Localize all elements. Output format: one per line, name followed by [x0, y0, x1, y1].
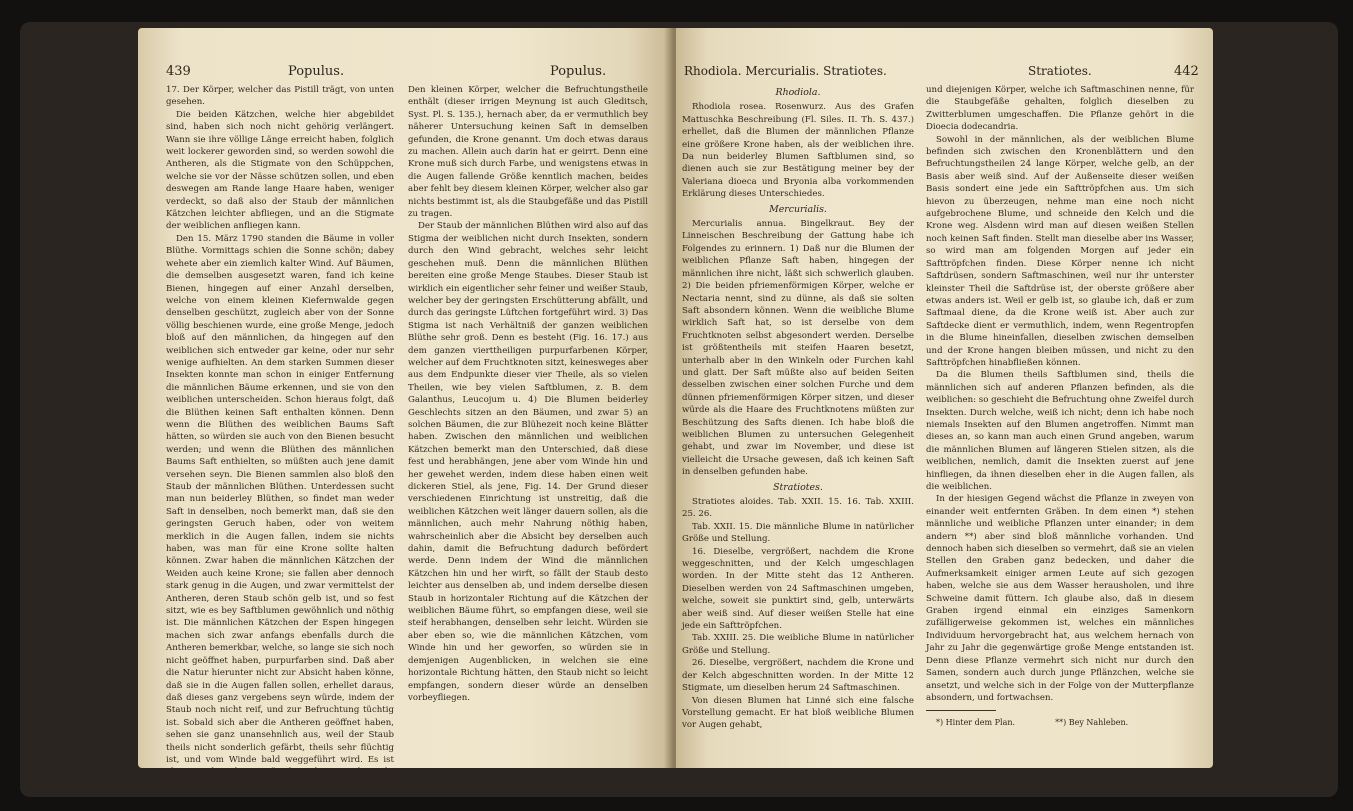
- right-header-title-1: Rhodiola. Mercurialis. Stratiotes.: [684, 64, 887, 78]
- paragraph: 16. Dieselbe, vergrößert, nachdem die Krone weggeschnitten, und der Kelch umgeschlagen worden. In der Mitte steht das 12 Antheren. Dieselben werden von 24 Saftmaschinen umgeben, welche, soweit sie punktirt sind, gelb, unterwärts aber weiß sind. Auf dieser weißen Stelle hat eine jede ein Safttröpfchen.: [682, 546, 914, 632]
- right-page-number: 442: [1174, 64, 1199, 79]
- paragraph: Rhodiola rosea. Rosenwurz. Aus des Grafen Mattuschka Beschreibung (Fl. Siles. II. Th. S. 437.) erhellet, daß die Blumen der männlichen Pflanze eine größere Krone haben, als der weiblichen ihre. Da nun beiderley Blumen Saftblumen sind, so dienen auch sie zur Bestätigung meiner bey der Valeriana dioeca und Bryonia alba vorkommenden Erklärung dieses Unterschiedes.: [682, 102, 914, 200]
- right-column-1: [682, 84, 914, 756]
- section-heading-stratiotes: Stratiotes.: [773, 481, 823, 493]
- paragraph: Den kleinen Körper, welcher die Befruchtungstheile enthält (dieser irrigen Meynung ist auch Gleditsch, Syst. Pl. S. 135.), hernach aber, da er vermuthlich bey näherer Untersuchung keinen Saft in demselben gefunden, die Krone genannt. Um doch etwas daraus zu machen. Allein auch darin hat er geirrt. Denn eine Krone muß sich durch Farbe, und wenigstens etwas in die Augen fallende Größe kenntlich machen, beides aber fehlt bey diesem kleinen Körper, welcher also gar nichts bestimmt ist, als die Staubgefäße und das Pistill zu tragen.: [408, 85, 648, 220]
- paragraph: Stratiotes aloides. Tab. XXII. 15. 16. Tab. XXIII. 25. 26.: [682, 497, 914, 520]
- section-heading-mercurialis: Mercurialis.: [769, 203, 827, 215]
- paragraph: Den 15. März 1790 standen die Bäume in voller Blüthe. Vormittags schien die Sonne schön; dabey wehete aber ein ziemlich kalter Wind. Auf Bäumen, die demselben ausgesetzt waren, fand ich keine Bienen, hingegen auf einer Anzahl derselben, welche von einem kleinen Kiefernwalde gegen denselben geschützt, zugleich aber von der Sonne völlig beschienen wurde, eine große Menge, jedoch bloß auf den männlichen, da hingegen auf den weiblichen sich entweder gar keine, oder nur sehr wenige aufhielten. An dem starken Summen dieser Insekten konnte man schon in einiger Entfernung die männlichen Bäume erkennen, und sie von den weiblichen unterscheiden. Schon hieraus folgt, daß die Blüthen keinen Saft enthalten können. Denn wenn die Blüthen des weiblichen Baums Saft hätten, so würden sie auch von den Bienen besucht werden; und wenn die Blüthen des männlichen Baums Saft enthielten, so müßten auch jene damit versehen seyn. Die Bienen sammlen also bloß den Staub der männlichen Blüthen. Unterdessen sucht man nun beiderley Blüthen, so findet man weder Saft in denselben, noch bemerkt man, daß sie den geringsten Geruch haben, oder von weitem merklich in die Augen fallen, indem sie nichts haben, was man für eine Krone sollte halten können. Zwar haben die männlichen Kätzchen der Weiden auch keine Krone; sie fallen aber dennoch stark genug in die Augen, und zwar vermittelst der Antheren, deren Staub schön gelb ist, und so fest sitzt, wie es bey Saftblumen gewöhnlich und nöthig ist. Die männlichen Kätzchen der Espen hingegen machen sich zwar anfangs ebenfalls durch die Antheren bemerkbar, welche, so lange sie sich noch nicht geöffnet haben, purpurfarben sind. Daß aber die Natur hierunter nicht zur Absicht haben könne, daß sie in die Augen fallen sollen, erhellet daraus, daß dieses ganz vergebens seyn würde, indem der Staub noch nicht reif, und zur Befruchtung tüchtig ist. Sobald sich aber die Antheren geöffnet haben, sehen sie ganz unansehnlich aus, weil der Staub theils nicht sonderlich gefärbt, theils sehr flüchtig ist, und vom Winde bald weggeführt wird. Es ist also zwischen diesen Kätzchen, des Geruchs nicht zu gedenken, auch hierin ein großer Unterschied.: [166, 233, 394, 790]
- paragraph: Von diesen Blumen hat Linné sich eine falsche Vorstellung gemacht. Er hat bloß weibliche Blumen vor Augen gehabt,: [682, 695, 914, 731]
- right-column-2: [926, 84, 1194, 756]
- footnote-rule: [926, 710, 996, 711]
- left-page: [138, 28, 670, 790]
- section-heading-rhodiola: Rhodiola.: [775, 87, 821, 98]
- paragraph: Sowohl in der männlichen, als der weiblichen Blume befinden sich zwischen den Kronenblättern und den Befruchtungstheilen 24 lange Körper, welche gelb, an der Basis aber weiß sind. Auf der Außenseite dieser weißen Basis sondert eine jede ein Safttröpfchen aus. Um sich hievon zu überzeugen, nehme man eine noch nicht aufgebrochene Blume, und schneide den Kelch und die Krone weg. Alsdenn wird man auf diesen weißen Stellen noch keinen Saft finden. Stellt man dieselbe aber ins Wasser, so wird man am folgenden Morgen auf jeder ein Safttröpfchen finden. Diese Körper nenne ich nicht Saftdrüsen, sondern Saftmaschinen, weil nur ihr unterster kleinster Theil die Saftdrüse ist, der oberste größere aber etwas anders ist. Weil er gelb ist, so glaube ich, daß er zum Saftmaal diene, da die Krone weiß ist. Aber auch zur Saftdecke dient er vermuthlich, indem, wenn Regentropfen in die Blume hineinfallen, dieselben zwischen demselben und der Krone hangen bleiben müssen, und nicht zu den Safttröpfchen hinabfließen können.: [926, 134, 1194, 368]
- left-column-2: [408, 84, 648, 756]
- paragraph: Die beiden Kätzchen, welche hier abgebildet sind, haben sich noch nicht gehörig verlängert. Wann sie ihre völlige Länge erreicht haben, folglich weit lockerer geworden sind, so werden sowohl die Antheren, als die Stigmate von den Schüppchen, welche sie vor der Nässe schützen sollen, und eben deswegen am Rande lange Haare haben, weniger verdeckt, so daß also der Staub der männlichen Kätzchen leichter abfliegen, und an die Stigmate der weiblichen anfliegen kann.: [166, 109, 394, 232]
- paragraph: Tab. XXII. 15. Die männliche Blume in natürlicher Größe und Stellung.: [682, 521, 914, 545]
- footnote: **) Bey Nahleben.: [1055, 718, 1129, 728]
- footnotes: [926, 717, 1194, 729]
- paragraph: Der Staub der männlichen Blüthen wird also auf das Stigma der weiblichen nicht durch Insekten, sondern durch den Wind gebracht, welches sehr leicht geschehen muß. Denn die männlichen Blüthen bereiten eine große Menge Staubes. Dieser Staub ist wirklich ein eigentlicher sehr feiner und weißer Staub, welcher bey der geringsten Erschütterung abfällt, und durch das geringste Lüftchen fortgeführt wird. 3) Das Stigma ist nach Verhältniß der ganzen weiblichen Blüthe sehr groß. Denn es besteht (Fig. 16. 17.) aus dem ganzen vierttheiligen purpurfarbenen Körper, welcher auf dem Fruchtknoten sitzt, keinesweges aber aus dem Endpunkte dieser vier Theile, als so vielen Theilen, wie bey vielen Saftblumen, z. B. dem Galanthus, Leucojum u. 4) Die Blumen beiderley Geschlechts sitzen an den Bäumen, und zwar 5) an solchen Bäumen, die zur Blühezeit noch keine Blätter haben. Zwischen den männlichen und weiblichen Kätzchen bemerkt man den Unterschied, daß diese fest und herabhängen, jene aber vom Winde hin und her gewehet werden, indem diese haben einen weit dickeren Stiel, als jene, Fig. 14. Der Grund dieser verschiedenen Einrichtung ist unstreitig, daß die weiblichen Kätzchen weit länger dauern sollen, als die männlichen, auch mehr Nahrung nöthig haben, wahrscheinlich aber die Absicht bey derselben auch dahin, damit die Befruchtung dadurch befördert werde. Denn indem der Wind die männlichen Kätzchen hin und her wirft, so fällt der Staub desto leichter aus denselben ab, und indem derselbe diesen Staub in horizontaler Richtung auf die Kätzchen der weiblichen Bäume führt, so empfangen diese, weil sie steif herabhangen, denselben sehr leicht. Würden sie aber eben so, wie die männlichen Kätzchen, vom Winde hin und her geworfen, so würden sie in demjenigen Augenblicken, in welchen sie eine horizontale Richtung hätten, den Staub nicht so leicht empfangen, sondern dieser würde an denselben vorbeyfliegen.: [408, 221, 649, 703]
- right-header-title-2: Stratiotes.: [1028, 64, 1092, 78]
- left-header-title-2: Populus.: [550, 64, 607, 79]
- paragraph: Mercurialis annua. Bingelkraut. Bey der Linneischen Beschreibung der Gattung habe ich Folgendes zu erinnern. 1) Daß nur die Blumen der weiblichen Pflanze Saft haben, hingegen der männlichen ihre nicht, läßt sich schwerlich glauben. 2) Die beiden pfriemenförmigen Körper, welche er Nectaria nennt, sind zu dünne, als daß sie solten Saft absondern können. Wenn die weibliche Blume wirklich Saft hat, so ist derselbe von dem Fruchtknoten selbst abgesondert werden. Derselbe ist größtentheils mit steifen Haaren besetzt, unterhalb aber in den Winkeln oder Furchen kahl und glatt. Der Saft müßte also auf beiden Seiten desselben zwischen einer solchen Furche und dem dünnen pfriemenförmigen Körper sitzen, und dieser würde als die Haare des Fruchtknotens müßten zur Beschützung des Safts dienen. Ich habe bloß die weiblichen Blumen zu untersuchen Gelegenheit gehabt, und zwar im November, und diese ist vielleicht die Ursache gewesen, daß ich keinen Saft in denselben gefunden habe.: [682, 219, 914, 478]
- right-page: [676, 28, 1213, 768]
- footnote: *) Hinter dem Plan.: [936, 718, 1016, 728]
- paragraph: und diejenigen Körper, welche ich Saftmaschinen nenne, für die Staubgefäße gehalten, folglich dieselben zu Zwitterblumen umgeschaffen. Die Pflanze gehört in die Dioecia dodecandria.: [926, 85, 1194, 133]
- paragraph: 17. Der Körper, welcher das Pistill trägt, von unten gesehen.: [166, 85, 394, 108]
- paragraph: 26. Dieselbe, vergrößert, nachdem die Krone und der Kelch abgeschnitten worden. In der Mitte 12 Stigmate, um dieselben herum 24 Saftmaschinen.: [682, 658, 914, 694]
- left-page-number: 439: [166, 64, 191, 79]
- left-column-1: [166, 84, 394, 790]
- paragraph: Tab. XXIII. 25. Die weibliche Blume in natürlicher Größe und Stellung.: [682, 633, 914, 656]
- paragraph: In der hiesigen Gegend wächst die Pflanze in zweyen von einander weit entfernten Gräben. In dem einen *) stehen männliche und weibliche Pflanzen unter einander; in dem andern **) aber sind bloß männliche vorhanden. Und dennoch haben sich dieselben so vermehrt, daß sie an vielen Stellen den Graben ganz bedecken, und daher die Aufmerksamkeit einiger armen Leute auf sich gezogen haben, welche sie aus dem Wasser herausholen, und ihre Schweine damit füttern. Ich glaube also, daß in diesem Graben irgend einmal ein einziges Samenkorn zufälligerweise gekommen ist, welches ein männliches Individuum hervorgebracht hat, aus welchem hernach von Jahr zu Jahr die gegenwärtige große Menge entstanden ist. Denn diese Pflanze vermehrt sich nicht nur durch den Samen, sondern auch durch junge Pflänzchen, welche sie ansetzt, und welche sich in der Folge von der Mutterpflanze absondern, und fortwachsen.: [926, 494, 1194, 703]
- left-header-title-1: Populus.: [288, 64, 345, 79]
- paragraph: Da die Blumen theils Saftblumen sind, theils die männlichen sich auf anderen Pflanzen befinden, als die weiblichen: so geschieht die Befruchtung ohne Zweifel durch Insekten. Durch welche, weiß ich nicht; denn ich habe noch niemals Insekten auf den Blumen angetroffen. Nimmt man dieses an, so kann man auch einen Grund angeben, warum die männlichen Blumen auf längeren Stielen sitzen, als die weiblichen, nemlich, damit die Insekten zuerst auf jene hinfliegen, da ihnen dieselben eher in die Augen fallen, als die weiblichen.: [926, 370, 1194, 492]
